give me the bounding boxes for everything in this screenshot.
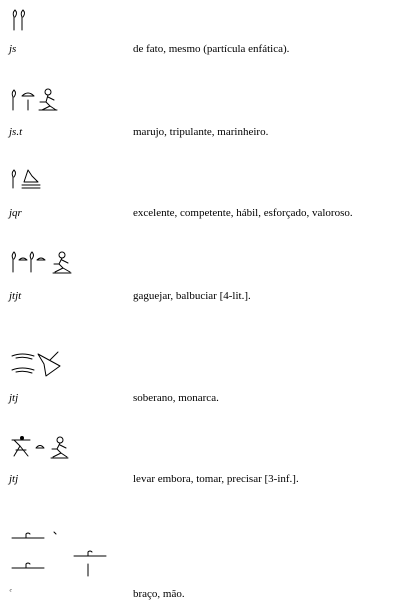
meaning: marujo, tripulante, marinheiro. bbox=[133, 126, 269, 138]
transliteration: jtj bbox=[9, 473, 19, 485]
transliteration: js bbox=[9, 43, 17, 55]
reed-bread-man-icon bbox=[10, 88, 60, 112]
meaning: gaguejar, balbuciar [4-lit.]. bbox=[133, 290, 251, 302]
reed-pair-icon bbox=[10, 8, 30, 32]
transliteration: jtj bbox=[9, 392, 19, 404]
transliteration: js.t bbox=[9, 126, 23, 138]
reed-brazier-icon bbox=[10, 168, 50, 192]
transliteration: jtjt bbox=[9, 290, 22, 302]
meaning: excelente, competente, hábil, esforçado, valoroso. bbox=[133, 207, 353, 219]
reed-bread-man-icon bbox=[10, 250, 74, 276]
meaning: levar embora, tomar, precisar [3-inf.]. bbox=[133, 473, 299, 485]
transliteration: jqr bbox=[9, 207, 22, 219]
arm-icon bbox=[10, 528, 110, 576]
sceptre-man-icon bbox=[10, 350, 66, 378]
transliteration: ᶜ bbox=[9, 586, 12, 596]
meaning: braço, mão. bbox=[133, 588, 185, 600]
stool-bread-man-icon bbox=[10, 434, 70, 462]
meaning: soberano, monarca. bbox=[133, 392, 219, 404]
meaning: de fato, mesmo (partícula enfática). bbox=[133, 43, 290, 55]
